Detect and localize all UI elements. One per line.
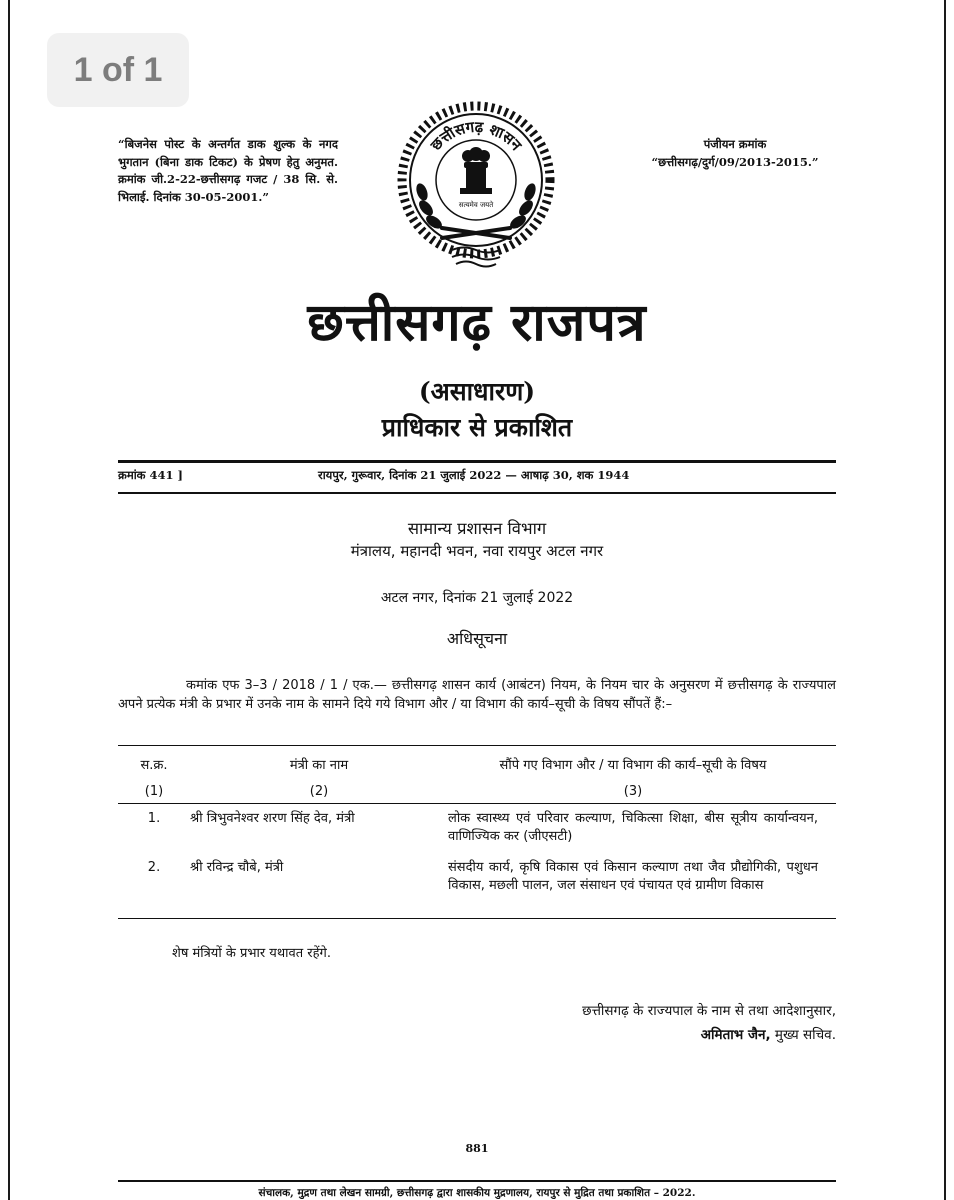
issue-row xyxy=(118,468,836,486)
row-subjects: लोक स्वास्थ्य एवं परिवार कल्याण, चिकित्सा शिक्षा, बीस सूत्रीय कार्यान्वयन, वाणिज्यिक कर (जीएसटी) xyxy=(448,811,818,844)
signatory-title: मुख्य सचिव. xyxy=(770,1027,836,1043)
header-rule-top xyxy=(118,460,836,463)
emblem-top-text: छत्तीसगढ़ शासन xyxy=(426,117,526,155)
signatory-name: अमिताभ जैन, xyxy=(700,1027,771,1043)
emblem-motto: सत्यमेव जयते xyxy=(458,201,494,209)
row-minister-name: श्री त्रिभुवनेश्वर शरण सिंह देव, मंत्री xyxy=(190,811,355,826)
row-minister-name: श्री रविन्द्र चौबे, मंत्री xyxy=(190,860,284,875)
authority-label: प्राधिकार से प्रकाशित xyxy=(381,413,573,442)
signatory xyxy=(701,1025,836,1043)
column-number-2: (2) xyxy=(309,784,329,799)
table-rule-middle xyxy=(118,803,836,804)
signature-line: छत्तीसगढ़ के राज्यपाल के नाम से तथा आदेशानुसार, xyxy=(582,1003,836,1019)
department-address: मंत्रालय, महानदी भवन, नवा रायपुर अटल नगर xyxy=(350,542,604,560)
page-indicator: 1 of 1 xyxy=(47,33,189,107)
department-name: सामान्य प्रशासन विभाग xyxy=(407,519,547,538)
header-subjects: सौंपे गए विभाग और / या विभाग की कार्य–सूची के विषय xyxy=(499,758,767,773)
column-number-3: (3) xyxy=(623,784,643,799)
column-number-1: (1) xyxy=(144,784,164,799)
issue-number: क्रमांक 441 ] xyxy=(118,468,183,482)
registration-block xyxy=(590,136,880,171)
state-emblem-icon xyxy=(396,100,556,275)
notification-text: कमांक एफ 3–3 / 2018 / 1 / एक.— छत्तीसगढ़ शासन कार्य (आबंटन) नियम, के नियम चार के अनुसरण में छत्तीसगढ़ के राज्यपाल अपने प्रत्येक मंत्री के प्रभार में उनके नाम के सामने दिये गये विभाग और / या विभाग की कार्य–सूची के विषय सौंपतें हैं:– xyxy=(118,678,836,712)
extraordinary-label: (असाधारण) xyxy=(418,377,536,406)
notification-heading: अधिसूचना xyxy=(446,629,508,648)
row-sno: 1. xyxy=(147,811,161,826)
table-rule-top xyxy=(118,745,836,746)
postal-note: “बिजनेस पोस्ट के अन्तर्गत डाक शुल्क के नगद भुगतान (बिना डाक टिकट) के प्रेषण हेतु अनुमत. क्रमांक जी.2-22-छत्तीसगढ़ गजट / 38 सि. से. भिलाई. दिनांक 30-05-2001.” xyxy=(118,137,338,204)
row-subjects: संसदीय कार्य, कृषि विकास एवं किसान कल्याण तथा जैव प्रौद्योगिकी, पशुधन विकास, मछली पालन, जल संसाधन एवं पंचायत एवं ग्रामीण विकास xyxy=(448,860,818,893)
table-rule-bottom xyxy=(118,918,836,919)
row-sno: 2. xyxy=(147,860,161,875)
remaining-ministers-note: शेष मंत्रियों के प्रभार यथावत रहेंगे. xyxy=(172,946,331,961)
registration-number: “छत्तीसगढ़/दुर्ग/09/2013-2015.” xyxy=(651,154,819,169)
page-number: 881 xyxy=(465,1142,489,1155)
issue-date: रायपुर, गुरूवार, दिनांक 21 जुलाई 2022 — आषाढ़ 30, शक 1944 xyxy=(318,468,630,482)
header-rule-bottom xyxy=(118,492,836,494)
footer-rule xyxy=(118,1180,836,1182)
header-minister-name: मंत्री का नाम xyxy=(289,758,349,773)
registration-label: पंजीयन क्रमांक xyxy=(703,137,767,151)
printer-line: संचालक, मुद्रण तथा लेखन सामग्री, छत्तीसगढ़ द्वारा शासकीय मुद्रणालय, रायपुर से मुद्रित तथा प्रकाशित – 2022. xyxy=(258,1187,696,1199)
gazette-title: छत्तीसगढ़ राजपत्र xyxy=(307,292,647,353)
header-sno: स.क्र. xyxy=(140,758,168,773)
order-date: अटल नगर, दिनांक 21 जुलाई 2022 xyxy=(380,590,574,606)
